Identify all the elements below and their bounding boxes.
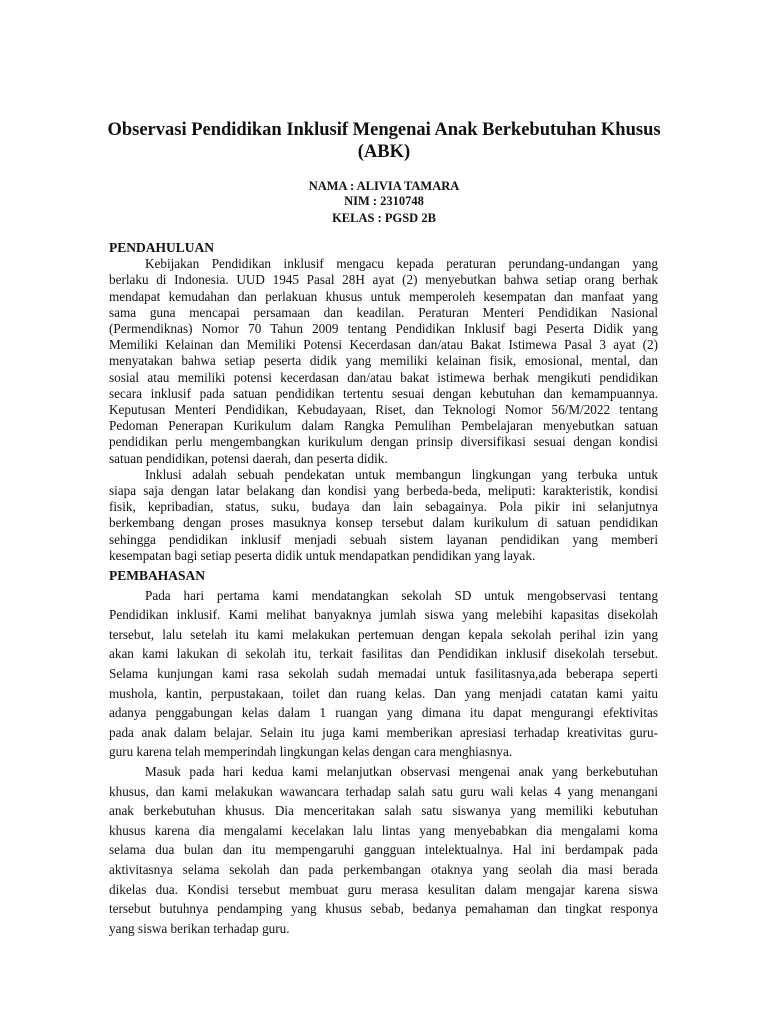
paragraph-line: mendapat kemudahan dan perlakuan khusus untuk memperoleh kesempatan dan manfaat yang — [109, 288, 658, 304]
paragraph-line: kesempatan bagi setiap peserta didik untuk mendapatkan pendidikan yang layak. — [109, 547, 536, 563]
paragraph-line: Pedoman Penerapan Kurikulum dalam Rangka Pemulihan Pembelajaran menyebutkan satuan — [109, 418, 658, 434]
paragraph-line: anak berkebutuhan khusus. Dia menceritakan salah satu siswanya yang memiliki kebutuhan — [109, 803, 658, 819]
paragraph-line: dikelas dua. Kondisi tersebut membuat guru merasa kesulitan dalam mengajar karena siswa — [109, 881, 658, 897]
paragraph-line: Pada hari pertama kami mendatangkan sekolah SD untuk mengobservasi tentang — [145, 587, 658, 603]
document-title — [100, 119, 668, 163]
paragraph-line: guru karena telah memperindah lingkungan kelas dengan cara menghiasnya. — [109, 744, 513, 760]
paragraph-line: Keputusan Menteri Pendidikan, Kebudayaan, Riset, dan Teknologi Nomor 56/M/2022 tentang — [109, 402, 658, 418]
paragraph-line: secara inklusif pada satuan pendidikan tertentu sesuai dengan kebutuhan dan kemampuannya. — [109, 385, 658, 401]
paragraph-line: fisik, kepribadian, status, suku, budaya dan lain sebagainya. Pola pikir ini selanjutnya — [109, 499, 658, 515]
paragraph-line: (Permendiknas) Nomor 70 Tahun 2009 tentang Pendidikan Inklusif bagi Peserta Didik yang — [109, 321, 658, 337]
paragraph-line: selama dua bulan dan itu mempengaruhi gangguan intelektualnya. Hal ini berdampak pada — [109, 842, 658, 858]
section-heading-pendahuluan: PENDAHULUAN — [109, 240, 215, 255]
paragraph-line: berlaku di Indonesia. UUD 1945 Pasal 28H ayat (2) menyebutkan bahwa setiap orang berhak — [109, 272, 658, 288]
paragraph-line: menyatakan bahwa setiap peserta didik yang memiliki kelainan fisik, emosional, mental, dan — [109, 353, 658, 369]
paragraph-line: tersebut, lalu setelah itu kami melakukan pertemuan dengan kepala sekolah perihal izin yang — [109, 626, 658, 642]
title-line-2: (ABK) — [357, 142, 411, 162]
section-pendahuluan — [109, 240, 658, 564]
paragraph-line: Memiliki Kelainan dan Memiliki Potensi Kecerdasan dan/atau Bakat Istimewa Pasal 3 ayat (2) — [109, 337, 658, 353]
paragraph-line: tersebut butuhnya pendamping yang khusus sebab, bedanya pemahaman dan tingkat responya — [109, 901, 658, 917]
paragraph-line: mushola, kantin, perpustakaan, toilet dan ruang kelas. Dan yang menjadi catatan kami yaitu — [109, 685, 658, 701]
paragraph-line: pada anak dalam belajar. Selain itu juga kami memberikan apresiasi terhadap kreativitas guru- — [109, 724, 658, 740]
paragraph-line: akan kami lakukan di sekolah itu, terkait fasilitas dan Pendidikan inklusif disekolah tersebut. — [109, 646, 658, 662]
paragraph-line: pendidikan perlu mengembangkan kurikulum dengan prinsip diversifikasi sesuai dengan kondisi — [109, 434, 658, 450]
paragraph-line: Inklusi adalah sebuah pendekatan untuk membangun lingkungan yang terbuka untuk — [145, 466, 658, 482]
title-line-1: Observasi Pendidikan Inklusif Mengenai Anak Berkebutuhan Khusus — [107, 120, 661, 140]
author-nim: NIM : 2310748 — [344, 194, 424, 208]
paragraph-line: siapa saja dengan latar belakang dan kondisi yang berbeda-beda, meliputi: karakteristik, kondisi — [109, 483, 658, 499]
pembahasan-paragraph-2 — [109, 762, 658, 938]
author-info — [100, 179, 668, 226]
paragraph-line: aktivitasnya selama sekolah dan pada perkembangan otaknya yang seolah dia masi berada — [109, 861, 658, 877]
paragraph-line: yang siswa berikan terhadap guru. — [109, 920, 290, 936]
author-name: NAMA : ALIVIA TAMARA — [308, 179, 460, 193]
paragraph-line: sama guna mencapai persamaan dan keadilan. Peraturan Menteri Pendidikan Nasional — [109, 304, 658, 320]
paragraph-line: Masuk pada hari kedua kami melanjutkan observasi mengenai anak yang berkebutuhan — [145, 763, 658, 779]
paragraph-line: khusus karena dia mengalami kecelakan lalu lintas yang menyebabkan dia mengalami koma — [109, 822, 658, 838]
pembahasan-paragraph-1 — [109, 586, 658, 762]
paragraph-line: Selama kunjungan kami rasa sekolah sudah memadai untuk fasilitasnya,ada beberapa seperti — [109, 665, 658, 681]
author-class: KELAS : PGSD 2B — [332, 211, 436, 225]
paragraph-line: Kebijakan Pendidikan inklusif mengacu kepada peraturan perundang-undangan yang — [145, 256, 658, 272]
section-heading-pembahasan: PEMBAHASAN — [109, 568, 206, 583]
paragraph-line: sehingga pendidikan inklusif menjadi sebuah sistem layanan pendidikan yang memberi — [109, 531, 658, 547]
paragraph-line: berkembang dengan proses masuknya konsep tersebut dalam kurikulum di satuan pendidikan — [109, 515, 658, 531]
paragraph-line: Pendidikan inklusif. Kami melihat banyaknya jumlah siswa yang melebihi kapasitas disekolah — [109, 607, 658, 623]
paragraph-line: adanya penggabungan kelas dalam 1 ruangan yang dimana itu dapat mengurangi efektivitas — [109, 705, 658, 721]
paragraph-line: satuan pendidikan, potensi daerah, dan peserta didik. — [109, 450, 388, 466]
pendahuluan-paragraph-1 — [109, 256, 658, 467]
pendahuluan-paragraph-2 — [109, 467, 658, 564]
paragraph-line: sosial atau memiliki potensi kecerdasan dan/atau bakat istimewa berhak mengikuti pendidikan — [109, 369, 658, 385]
paragraph-line: khusus, dan kami melakukan wawancara terhadap salah satu guru wali kelas 4 yang menangani — [109, 783, 658, 799]
section-pembahasan — [109, 566, 658, 938]
